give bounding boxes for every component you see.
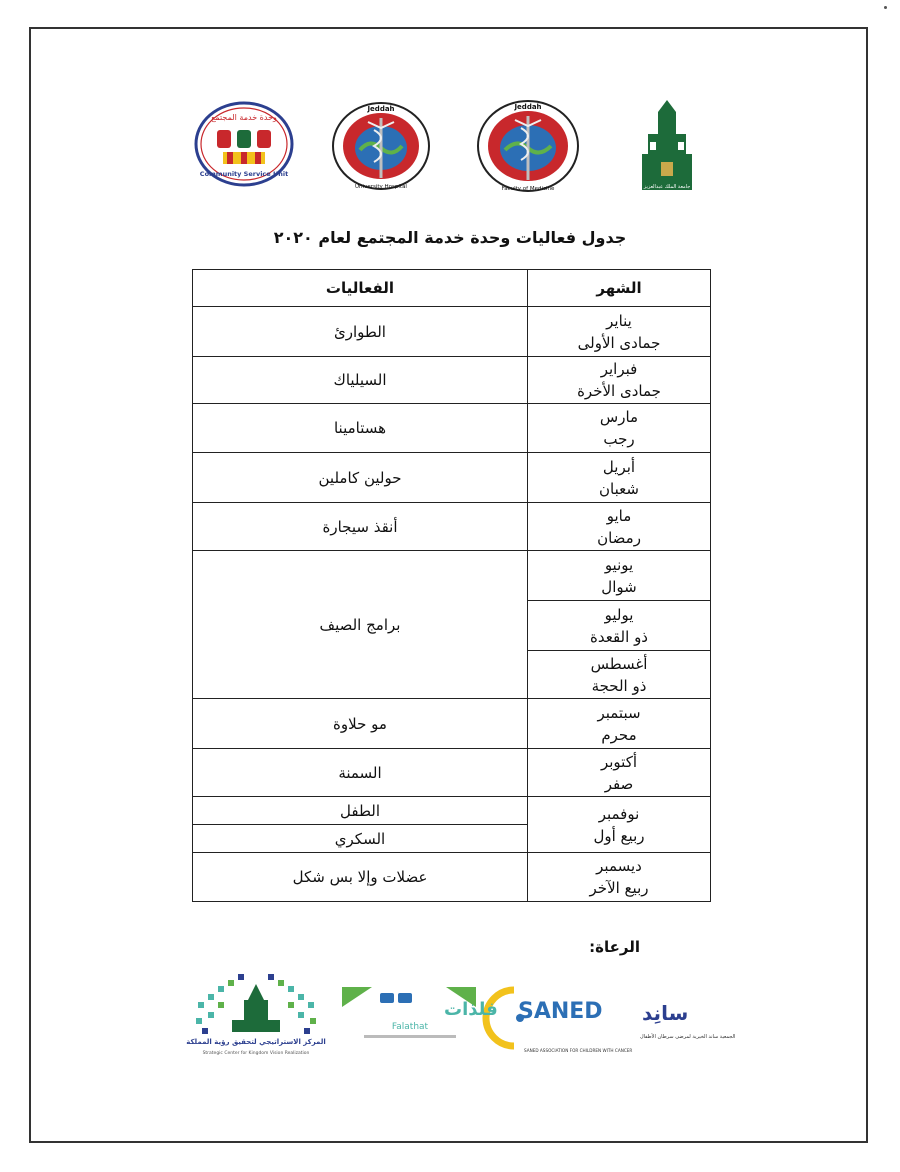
saned-ar-text: سانِد <box>642 1001 689 1025</box>
greg-month: مارس <box>599 408 639 426</box>
table-row <box>193 551 711 601</box>
kau-ar-text: جامعة الملك عبدالعزيز <box>643 184 691 190</box>
hijri-month: جمادى الأخرة <box>577 382 661 400</box>
hospital-city-text: Jeddah <box>367 105 395 113</box>
saned-tag-ar: الجمعية ساند الخيرية لمرضى سرطان الأطفال <box>640 1034 736 1040</box>
month-cell <box>528 404 711 453</box>
community-ar-text: وحدة خدمة المجتمع <box>211 113 277 122</box>
hijri-month: رجب <box>603 430 635 448</box>
greg-month: ديسمبر <box>596 857 642 875</box>
month-cell <box>528 749 711 797</box>
activity-cell: هستامينا <box>193 404 528 453</box>
falathat-ar-text: فلذات <box>444 999 498 1020</box>
faculty-of-medicine-logo <box>475 98 581 194</box>
community-en-text: Community Service Unit <box>199 170 289 178</box>
hijri-month: ذو الحجة <box>591 676 647 695</box>
month-cell <box>528 357 711 404</box>
greg-month: فبراير <box>600 360 638 378</box>
sponsors-title: الرعاة: <box>589 938 640 956</box>
hijri-month: شوال <box>601 577 637 596</box>
month-cell <box>528 797 711 853</box>
activity-cell: حولين كاملين <box>193 453 528 503</box>
month-cell <box>528 503 711 551</box>
hijri-month: محرم <box>601 725 637 744</box>
hijri-month: ربيع الآخر <box>589 879 649 897</box>
table-row <box>193 453 711 503</box>
hijri-month: جمادى الأولى <box>577 333 661 352</box>
hijri-month: ذو القعدة <box>590 627 648 646</box>
falathat-logo <box>342 985 498 1047</box>
activities-table <box>192 269 711 902</box>
medicine-en-text: Faculty of Medicine <box>501 186 555 192</box>
table-row <box>193 699 711 749</box>
greg-month: يوليو <box>604 605 634 624</box>
hijri-month: شعبان <box>599 479 639 498</box>
community-service-logo <box>193 100 295 188</box>
table-row <box>193 797 711 825</box>
saned-logo <box>484 982 736 1062</box>
activity-cell: السمنة <box>193 749 528 797</box>
page-title: جدول فعاليات وحدة خدمة المجتمع لعام ٢٠٢٠ <box>273 228 627 247</box>
greg-month: مايو <box>606 506 632 525</box>
activity-cell: أنقذ سيجارة <box>193 503 528 551</box>
greg-month: أغسطس <box>590 654 648 673</box>
activity-cell: السكري <box>193 825 528 853</box>
header-activity: الفعاليات <box>193 270 528 307</box>
table-row <box>193 853 711 902</box>
table-row <box>193 749 711 797</box>
strategic-ar-text: المركز الاستراتيجي لتحقيق رؤية المملكة <box>186 1038 326 1046</box>
month-cell <box>528 601 711 651</box>
activity-cell: برامج الصيف <box>193 551 528 699</box>
falathat-en-text: Falathat <box>391 1022 429 1032</box>
activity-cell: السيلياك <box>193 357 528 404</box>
strategic-en-text: Strategic Center for Kingdom Vision Realization <box>202 1051 310 1056</box>
hijri-month: ربيع أول <box>593 826 645 845</box>
header-month: الشهر <box>528 270 711 307</box>
table-row <box>193 404 711 453</box>
table-row <box>193 357 711 404</box>
strategic-center-logo <box>188 972 324 1060</box>
greg-month: يونيو <box>604 555 634 574</box>
hijri-month: رمضان <box>597 528 641 547</box>
month-cell <box>528 551 711 601</box>
saned-en-text: SANED <box>518 999 603 1024</box>
activity-cell: مو حلاوة <box>193 699 528 749</box>
greg-month: أكتوبر <box>600 752 638 771</box>
saned-tag-en: SANED ASSOCIATION FOR CHILDREN WITH CANCER <box>524 1048 633 1053</box>
greg-month: نوفمبر <box>598 804 640 823</box>
greg-month: سبتمبر <box>597 703 641 722</box>
activity-cell: الطوارئ <box>193 307 528 357</box>
month-cell <box>528 307 711 357</box>
month-cell <box>528 699 711 749</box>
scan-speck <box>884 6 887 9</box>
hospital-en-text: University Hospital <box>355 184 407 190</box>
month-cell <box>528 453 711 503</box>
hijri-month: صفر <box>604 774 634 793</box>
greg-month: أبريل <box>602 457 636 476</box>
medicine-city-text: Jeddah <box>514 103 542 111</box>
month-cell <box>528 853 711 902</box>
table-row <box>193 503 711 551</box>
kau-logo <box>636 98 698 194</box>
table-row <box>193 307 711 357</box>
month-cell <box>528 651 711 699</box>
university-hospital-logo <box>330 100 432 192</box>
greg-month: يناير <box>606 311 632 330</box>
activity-cell: عضلات وإلا بس شكل <box>193 853 528 902</box>
table-header-row <box>193 270 711 307</box>
activity-cell: الطفل <box>193 797 528 825</box>
